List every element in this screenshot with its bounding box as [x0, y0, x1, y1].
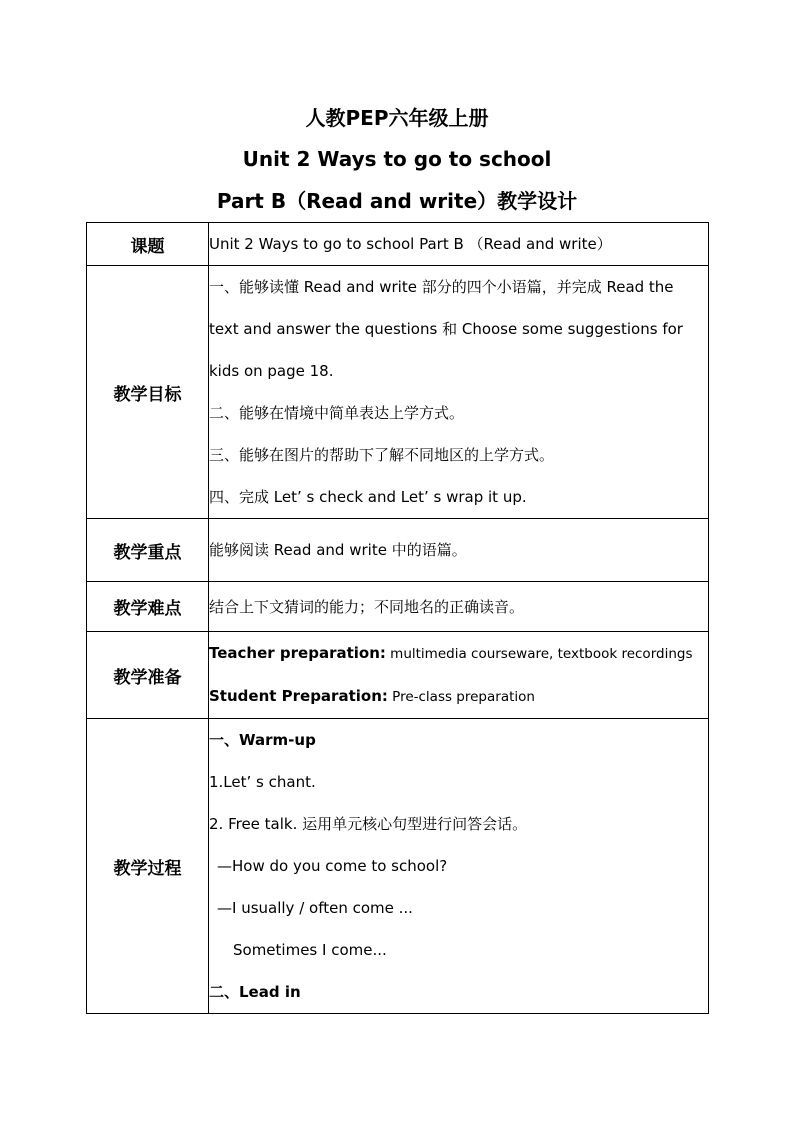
process-line: 2. Free talk. 运用单元核心句型进行问答会话。 [209, 815, 528, 833]
key-points-text: 能够阅读 Read and write 中的语篇。 [209, 519, 709, 582]
goals-text [209, 266, 709, 519]
unit-title: Unit 2 Ways to go to school [242, 147, 552, 171]
row-preparation [87, 632, 709, 719]
row-goals [87, 266, 709, 519]
document-title: 人教PEP六年级上册 [305, 106, 489, 130]
goal-line: 一、能够读懂 Read and write 部分的四个小语篇，并完成 Read the [209, 278, 674, 296]
label-preparation: 教学准备 [87, 632, 209, 719]
warmup-heading: 一、Warm-up [209, 731, 316, 749]
lesson-plan-table [86, 222, 709, 1014]
row-key-points [87, 519, 709, 582]
label-topic: 课题 [87, 223, 209, 266]
process-line: —I usually / often come ... [217, 899, 413, 917]
difficulties-text: 结合上下文猜词的能力；不同地名的正确读音。 [209, 582, 709, 632]
leadin-heading: 二、Lead in [209, 983, 301, 1001]
label-process: 教学过程 [87, 719, 209, 1014]
process-line: —How do you come to school? [217, 857, 448, 875]
row-topic [87, 223, 709, 266]
row-difficulties [87, 582, 709, 632]
process-text [209, 719, 709, 1014]
part-title: Part B（Read and write）教学设计 [216, 189, 578, 213]
preparation-text [209, 632, 709, 719]
label-key-points: 教学重点 [87, 519, 209, 582]
teacher-preparation: Teacher preparation: multimedia courseware, textbook recordings [209, 644, 693, 662]
goal-line: 二、能够在情境中简单表达上学方式。 [209, 404, 465, 422]
goal-line: 三、能够在图片的帮助下了解不同地区的上学方式。 [209, 446, 555, 464]
student-preparation: Student Preparation: Pre-class preparation [209, 687, 535, 705]
goal-line: 四、完成 Let’ s check and Let’ s wrap it up. [209, 488, 527, 506]
topic-text: Unit 2 Ways to go to school Part B （Read and write） [209, 223, 709, 266]
process-line: Sometimes I come... [233, 941, 387, 959]
row-process [87, 719, 709, 1014]
goal-line: text and answer the questions 和 Choose some suggestions for [209, 320, 683, 338]
label-difficulties: 教学难点 [87, 582, 209, 632]
label-goals: 教学目标 [87, 266, 209, 519]
process-line: 1.Let’ s chant. [209, 773, 316, 791]
goal-line: kids on page 18. [209, 362, 334, 380]
